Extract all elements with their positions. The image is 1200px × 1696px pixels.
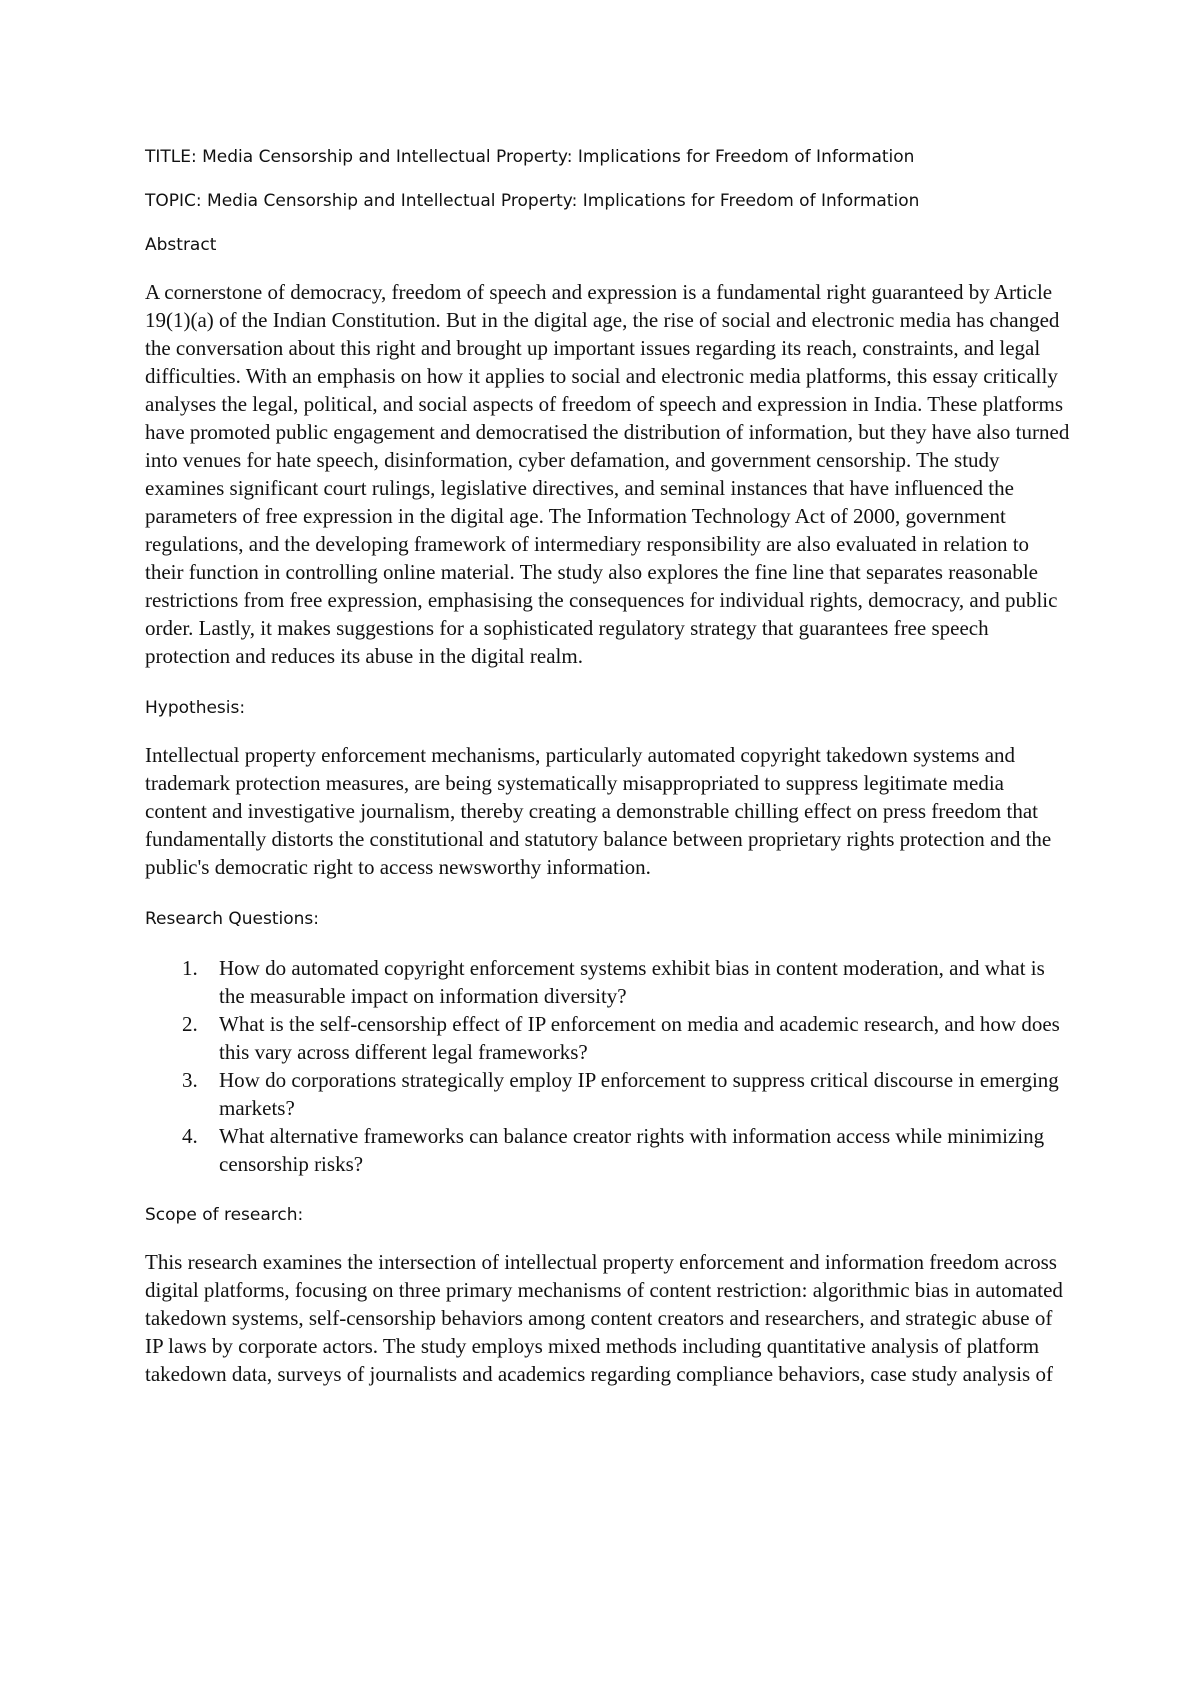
research-question-text: How do corporations strategically employ IP enforcement to suppress critical discourse in emerging markets? [219,1068,1059,1120]
research-question-item [145,1010,1070,1066]
scope-heading: Scope of research: [145,1205,304,1225]
research-question-number: 4. [182,1124,198,1148]
document-topic: TOPIC: Media Censorship and Intellectual Property: Implications for Freedom of Information [145,191,920,211]
research-question-number: 3. [182,1068,198,1092]
research-question-item [145,1066,1070,1122]
research-question-text: What alternative frameworks can balance creator rights with information access while minimizing censorship risks? [219,1124,1045,1176]
research-question-item [145,954,1070,1010]
research-questions-heading: Research Questions: [145,909,320,929]
abstract-heading: Abstract [145,235,217,255]
hypothesis-heading: Hypothesis: [145,698,246,718]
hypothesis-paragraph: Intellectual property enforcement mechanisms, particularly automated copyright takedown systems and trademark protection measures, are being systematically misappropriated to suppress legitimate media content and investigative journalism, thereby creating a demonstrable chilling effect on press freedom that fundamentally distorts the constitutional and statutory balance between proprietary rights protection and the public's democratic right to access newsworthy information. [145,743,1052,879]
research-question-number: 1. [182,956,198,980]
research-question-text: How do automated copyright enforcement systems exhibit bias in content moderation, and what is the measurable impact on information diversity? [219,956,1045,1008]
document-title: TITLE: Media Censorship and Intellectual Property: Implications for Freedom of Information [145,147,915,167]
abstract-paragraph: A cornerstone of democracy, freedom of speech and expression is a fundamental right guaranteed by Article 19(1)(a) of the Indian Constitution. But in the digital age, the rise of social and electronic media has changed the conversation about this right and brought up important issues regarding its reach, constraints, and legal difficulties. With an emphasis on how it applies to social and electronic media platforms, this essay critically analyses the legal, political, and social aspects of freedom of speech and expression in India. These platforms have promoted public engagement and democratised the distribution of information, but they have also turned into venues for hate speech, disinformation, cyber defamation, and government censorship. The study examines significant court rulings, legislative directives, and seminal instances that have influenced the parameters of free expression in the digital age. The Information Technology Act of 2000, government regulations, and the developing framework of intermediary responsibility are also evaluated in relation to their function in controlling online material. The study also explores the fine line that separates reasonable restrictions from free expression, emphasising the consequences for individual rights, democracy, and public order. Lastly, it makes suggestions for a sophisticated regulatory strategy that guarantees free speech protection and reduces its abuse in the digital realm. [145,280,1070,668]
document-content [145,146,1070,1388]
scope-paragraph: This research examines the intersection of intellectual property enforcement and information freedom across digital platforms, focusing on three primary mechanisms of content restriction: algorithmic bias in automated takedown systems, self-censorship behaviors among content creators and researchers, and strategic abuse of IP laws by corporate actors. The study employs mixed methods including quantitative analysis of platform takedown data, surveys of journalists and academics regarding compliance behaviors, case study analysis of [145,1250,1063,1386]
research-questions-list [145,954,1070,1178]
research-question-number: 2. [182,1012,198,1036]
research-question-text: What is the self-censorship effect of IP enforcement on media and academic research, and how does this vary across different legal frameworks? [219,1012,1060,1064]
research-question-item [145,1122,1070,1178]
